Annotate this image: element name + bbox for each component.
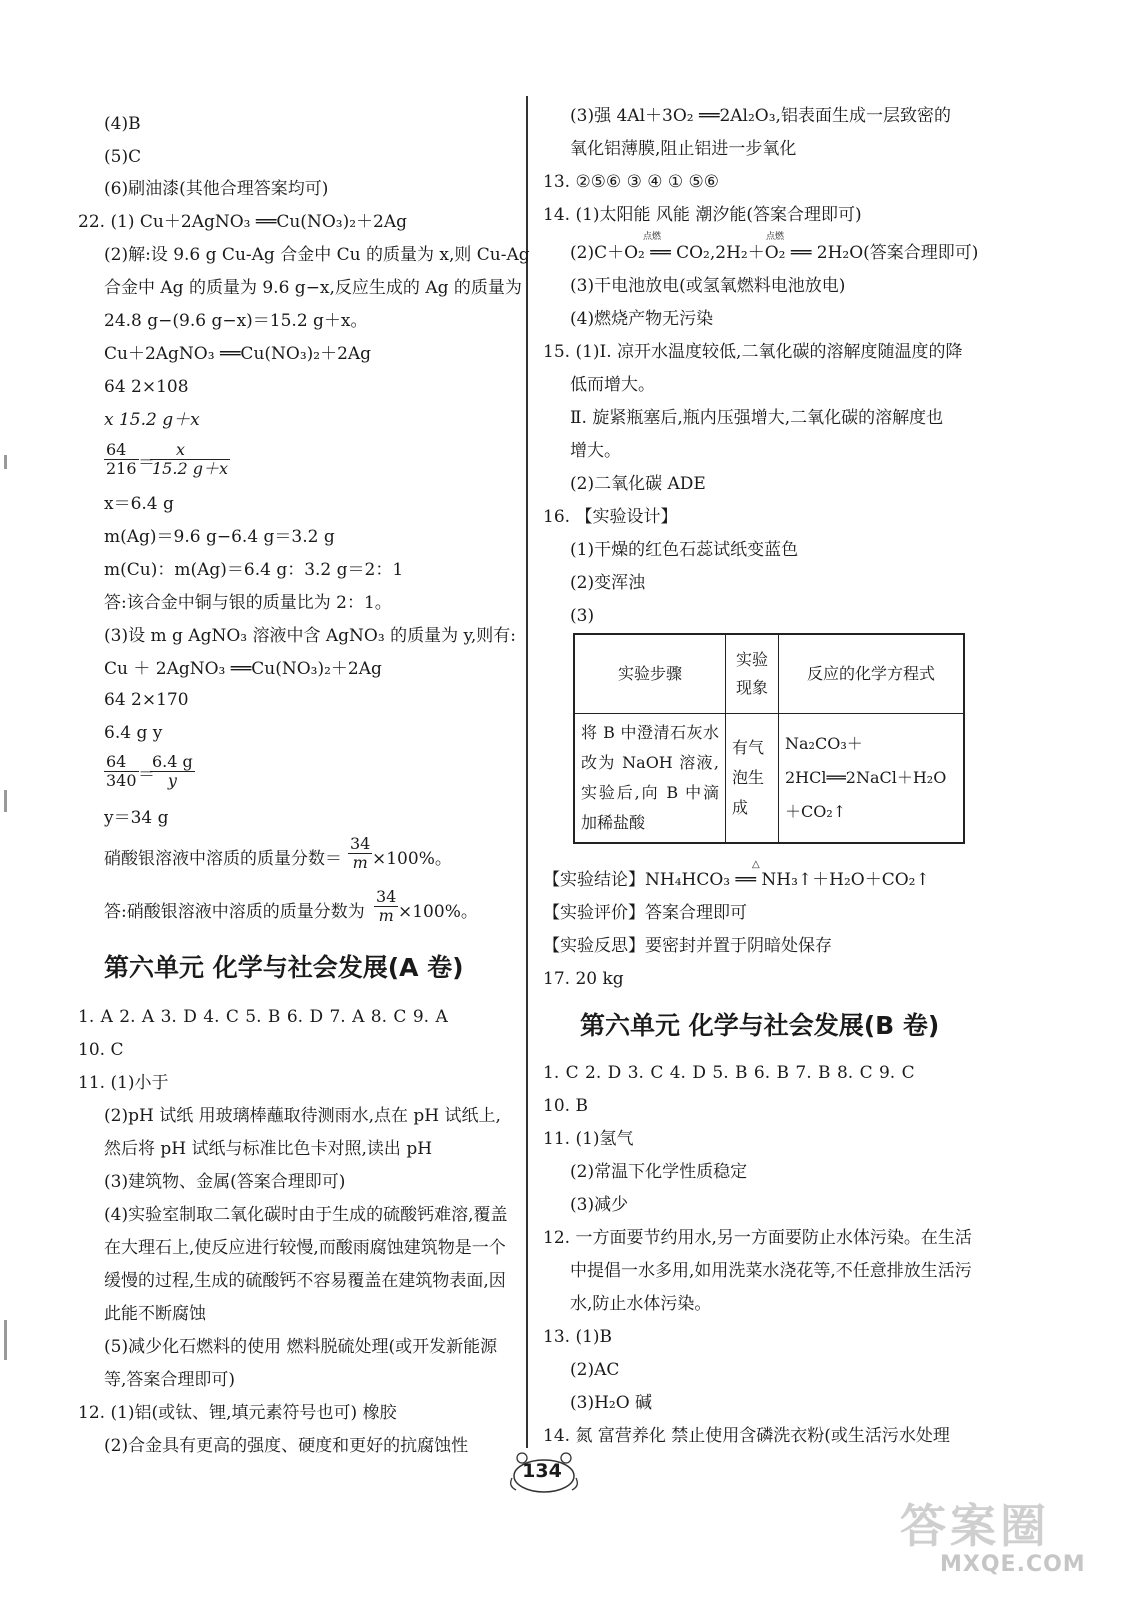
- answer-line: (2)AC: [570, 1360, 620, 1380]
- answer-line: (2)解:设 9.6 g Cu-Ag 合金中 Cu 的质量为 x,则 Cu-Ag: [104, 245, 530, 265]
- answer-line: 低而增大。: [570, 375, 655, 395]
- answer-line: 17. 20 kg: [543, 969, 624, 989]
- equals-sign: ＝: [138, 453, 155, 473]
- answer-line: (4)B: [104, 114, 141, 134]
- answer-line: 12. (1)铝(或钛、锂,填元素符号也可) 橡胶: [78, 1403, 397, 1423]
- equation-line: 6.4 g y: [104, 723, 163, 743]
- column-divider: [526, 96, 528, 1448]
- answer-line: 11. (1)氢气: [543, 1129, 634, 1149]
- answer-line: 13. (1)B: [543, 1327, 613, 1347]
- table-row: [574, 714, 964, 844]
- answer-line: 22. (1) Cu＋2AgNO₃ ══Cu(NO₃)₂＋2Ag: [78, 212, 407, 232]
- section-heading: 第六单元 化学与社会发展(A 卷): [104, 953, 464, 982]
- page-number: 134: [522, 1460, 562, 1482]
- answer-line: (5)减少化石燃料的使用 燃料脱硫处理(或开发新能源: [104, 1337, 498, 1357]
- equation-line: Cu＋2AgNO₃ ══Cu(NO₃)₂＋2Ag: [104, 344, 372, 364]
- answer-line: 答:硝酸银溶液中溶质的质量分数为: [104, 902, 365, 922]
- watermark: [900, 1490, 1130, 1590]
- answer-line: 14. (1)太阳能 风能 潮汐能(答案合理即可): [543, 205, 862, 225]
- fraction: $\frac{64}{340}$: [106, 752, 137, 790]
- table-header-row: [574, 634, 964, 714]
- table-header-cell: 实验现象: [726, 634, 779, 714]
- answer-line: ×100%。: [398, 902, 478, 922]
- answer-line: 缓慢的过程,生成的硫酸钙不容易覆盖在建筑物表面,因: [104, 1271, 506, 1291]
- fraction: $\frac{34}{m}$: [376, 887, 397, 925]
- watermark-url: MXQE.COM: [940, 1552, 1086, 1577]
- section-heading: 第六单元 化学与社会发展(B 卷): [580, 1011, 940, 1040]
- answer-line: 答:该合金中铜与银的质量比为 2：1。: [104, 593, 392, 613]
- equation-line: (2)C＋O₂ ══ CO₂,2H₂＋O₂ ══ 2H₂O(答案合理即可): [570, 243, 979, 263]
- answer-line: m(Cu)：m(Ag)＝6.4 g：3.2 g＝2：1: [104, 560, 404, 580]
- answer-line: 在大理石上,使反应进行较慢,而酸雨腐蚀建筑物是一个: [104, 1238, 506, 1258]
- answer-line: 水,防止水体污染。: [570, 1294, 712, 1314]
- table-cell: Na₂CO₃＋2HCl══2NaCl＋H₂O＋CO₂↑: [779, 714, 965, 844]
- fraction: $\frac{x}{15.2 g+x}$: [152, 440, 228, 478]
- fraction: $\frac{34}{m}$: [350, 834, 371, 872]
- answer-line: (6)刷油漆(其他合理答案均可): [104, 179, 329, 199]
- answer-line: (2)变浑浊: [570, 573, 646, 593]
- answer-line: 15. (1)Ⅰ. 凉开水温度较低,二氧化碳的溶解度随温度的降: [543, 342, 963, 362]
- answer-line: 1. C 2. D 3. C 4. D 5. B 6. B 7. B 8. C 9. C: [543, 1063, 915, 1083]
- answer-line: 14. 氮 富营养化 禁止使用含磷洗衣粉(或生活污水处理: [543, 1426, 950, 1446]
- answer-line: 【实验结论】NH₄HCO₃ ══ NH₃↑＋H₂O＋CO₂↑: [543, 870, 930, 890]
- answer-line: (3)干电池放电(或氢氧燃料电池放电): [570, 276, 846, 296]
- answer-line: (3)减少: [570, 1195, 629, 1215]
- answer-line: 增大。: [570, 441, 621, 461]
- equation-line: Cu ＋ 2AgNO₃ ══Cu(NO₃)₂＋2Ag: [104, 659, 382, 679]
- table-header-cell: 实验步骤: [574, 634, 726, 714]
- answer-line: (4)燃烧产物无污染: [570, 309, 714, 329]
- table-cell: 将 B 中澄清石灰水改为 NaOH 溶液,实验后,向 B 中滴加稀盐酸: [574, 714, 726, 844]
- answer-line: ×100%。: [372, 849, 452, 869]
- answer-line: 12. 一方面要节约用水,另一方面要防止水体污染。在生活: [543, 1228, 972, 1248]
- equation-line: 64 2×170: [104, 690, 189, 710]
- answer-line: 24.8 g−(9.6 g−x)＝15.2 g＋x。: [104, 311, 368, 331]
- answer-line: (1)干燥的红色石蕊试纸变蓝色: [570, 540, 799, 560]
- fraction: $\frac{64}{216}$: [106, 440, 137, 478]
- reaction-condition: 点燃: [643, 232, 662, 242]
- answer-line: 【实验评价】答案合理即可: [543, 903, 747, 923]
- answer-line: 然后将 pH 试纸与标准比色卡对照,读出 pH: [104, 1139, 433, 1159]
- answer-line: 氧化铝薄膜,阻止铝进一步氧化: [570, 139, 797, 159]
- reaction-condition: △: [752, 859, 760, 870]
- answer-line: (3)强 4Al＋3O₂ ══2Al₂O₃,铝表面生成一层致密的: [570, 106, 951, 126]
- answer-line: m(Ag)＝9.6 g−6.4 g＝3.2 g: [104, 527, 335, 547]
- equation-line: 64 2×108: [104, 377, 189, 397]
- reaction-condition: 点燃: [766, 232, 785, 242]
- answer-line: (2)二氧化碳 ADE: [570, 474, 706, 494]
- scan-mark: [4, 790, 7, 812]
- answer-line: Ⅱ. 旋紧瓶塞后,瓶内压强增大,二氧化碳的溶解度也: [570, 408, 944, 428]
- answer-line: 合金中 Ag 的质量为 9.6 g−x,反应生成的 Ag 的质量为: [104, 278, 522, 298]
- answer-line: y＝34 g: [104, 808, 169, 828]
- answer-line: (3): [570, 606, 595, 626]
- equation-line: x 15.2 g＋x: [104, 410, 200, 430]
- equals-sign: ＝: [138, 765, 155, 785]
- answer-line: (2)pH 试纸 用玻璃棒蘸取待测雨水,点在 pH 试纸上,: [104, 1106, 501, 1126]
- answer-line: 1. A 2. A 3. D 4. C 5. B 6. D 7. A 8. C 9. A: [78, 1007, 448, 1027]
- table-cell: 有气泡生成: [726, 714, 779, 844]
- table-header-cell: 反应的化学方程式: [779, 634, 965, 714]
- answer-line: 硝酸银溶液中溶质的质量分数＝: [104, 849, 342, 869]
- answer-line: x＝6.4 g: [104, 494, 174, 514]
- answer-line: 此能不断腐蚀: [104, 1304, 206, 1324]
- answer-line: (3)H₂O 碱: [570, 1393, 653, 1413]
- answer-line: (5)C: [104, 147, 142, 167]
- answer-line: 10. B: [543, 1096, 588, 1116]
- answer-line: 中提倡一水多用,如用洗菜水浇花等,不任意排放生活污: [570, 1261, 972, 1281]
- answer-line: (3)建筑物、金属(答案合理即可): [104, 1172, 346, 1192]
- answer-line: (4)实验室制取二氧化碳时由于生成的硫酸钙难溶,覆盖: [104, 1205, 508, 1225]
- scan-mark: [4, 455, 7, 469]
- answer-line: 10. C: [78, 1040, 124, 1060]
- answer-line: (2)合金具有更高的强度、硬度和更好的抗腐蚀性: [104, 1436, 469, 1456]
- answer-line: 13. ②⑤⑥ ③ ④ ① ⑤⑥: [543, 172, 719, 192]
- answer-line: (2)常温下化学性质稳定: [570, 1162, 748, 1182]
- answer-line: 【实验反思】要密封并置于阴暗处保存: [543, 936, 832, 956]
- experiment-table: [573, 633, 965, 844]
- answer-line: 11. (1)小于: [78, 1073, 169, 1093]
- fraction: $\frac{6.4 g}{y}$: [152, 752, 193, 790]
- answer-line: 等,答案合理即可): [104, 1370, 236, 1390]
- answer-line: (3)设 m g AgNO₃ 溶液中含 AgNO₃ 的质量为 y,则有:: [104, 626, 516, 646]
- scan-mark: [4, 1320, 7, 1360]
- watermark-logo-text: 答案圈: [900, 1499, 1050, 1553]
- answer-line: 16. 【实验设计】: [543, 507, 678, 527]
